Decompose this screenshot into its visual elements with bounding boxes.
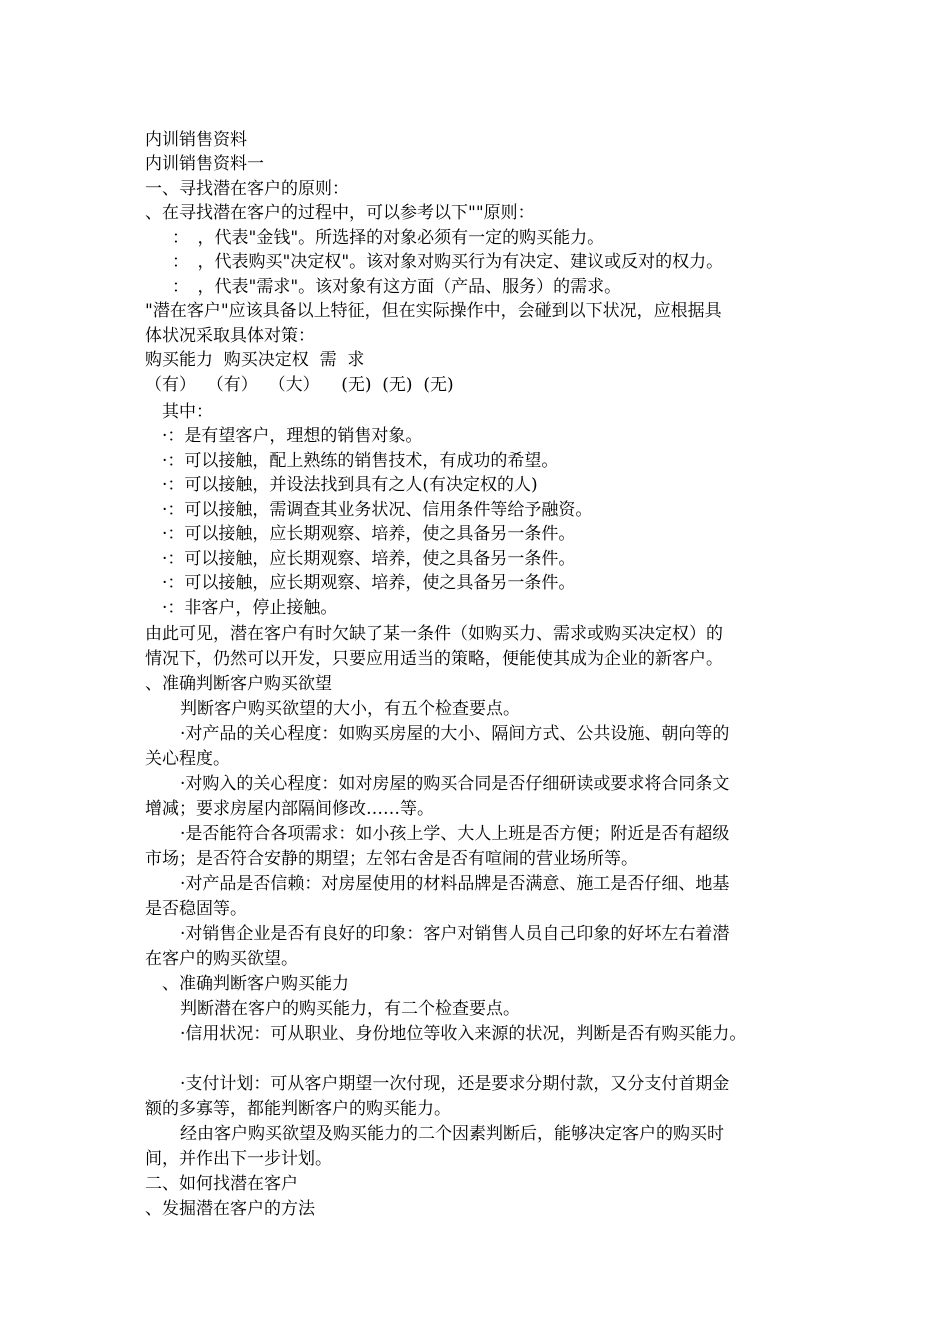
list-intro: 其中： (162, 402, 213, 422)
checkpoint-item-continued: 关心程度。 (145, 749, 230, 769)
list-item: ·：可以接触，配上熟练的销售技术，有成功的希望。 (162, 451, 559, 471)
principle-item: ： ，代表"金钱"。所选择的对象必须有一定的购买能力。 (172, 228, 605, 248)
list-item: ·：可以接触，应长期观察、培养，使之具备另一条件。 (162, 573, 576, 593)
paragraph-line: 判断潜在客户的购买能力，有二个检查要点。 (180, 999, 520, 1019)
document-title: 内训销售资料 (145, 130, 247, 150)
checkpoint-item-continued: 在客户的购买欲望。 (145, 949, 298, 969)
paragraph-line: 体状况采取具体对策： (145, 326, 315, 346)
checkpoint-item-continued: 是否稳固等。 (145, 899, 247, 919)
checkpoint-item-continued: 市场；是否符合安静的期望；左邻右舍是否有喧闹的营业场所等。 (145, 849, 638, 869)
list-item: ·：可以接触，并设法找到具有之人(有决定权的人) (162, 475, 538, 495)
paragraph-line: 由此可见，潜在客户有时欠缺了某一条件（如购买力、需求或购买决定权）的 (145, 624, 723, 644)
checkpoint-item: ·支付计划：可从客户期望一次付现，还是要求分期付款，又分支付首期金 (180, 1074, 730, 1094)
document-subtitle: 内训销售资料一 (145, 154, 264, 174)
checkpoint-item: ·是否能符合各项需求：如小孩上学、大人上班是否方便；附近是否有超级 (180, 824, 730, 844)
checkpoint-item: ·对购入的关心程度：如对房屋的购买合同是否仔细研读或要求将合同条文 (180, 774, 730, 794)
paragraph-line: 间，并作出下一步计划。 (145, 1149, 332, 1169)
checkpoint-item: ·对产品的关心程度：如购买房屋的大小、隔间方式、公共设施、朝向等的 (180, 724, 730, 744)
principle-item: ： ，代表"需求"。该对象有这方面（产品、服务）的需求。 (172, 277, 622, 297)
principle-item: ： ，代表购买"决定权"。该对象对购买行为有决定、建议或反对的权力。 (172, 252, 724, 272)
list-item: ·：是有望客户，理想的销售对象。 (162, 426, 423, 446)
checkpoint-item: ·对销售企业是否有良好的印象：客户对销售人员自己印象的好坏左右着潜 (180, 924, 730, 944)
checkpoint-item: ·对产品是否信赖：对房屋使用的材料品牌是否满意、施工是否仔细、地基 (180, 874, 730, 894)
list-item: ·：非客户，停止接触。 (162, 598, 338, 618)
section-heading: 、准确判断客户购买能力 (162, 974, 349, 994)
paragraph-line: 判断客户购买欲望的大小，有五个检查要点。 (180, 699, 520, 719)
list-item: ·：可以接触，应长期观察、培养，使之具备另一条件。 (162, 549, 576, 569)
list-item: ·：可以接触，需调查其业务状况、信用条件等给予融资。 (162, 500, 593, 520)
list-item: ·：可以接触，应长期观察、培养，使之具备另一条件。 (162, 524, 576, 544)
paragraph-line: "潜在客户"应该具备以上特征，但在实际操作中，会碰到以下状况，应根据具 (145, 301, 722, 321)
section-heading: 、准确判断客户购买欲望 (145, 674, 332, 694)
table-header-row: 购买能力 购买决定权 需 求 (145, 350, 365, 370)
table-value-row: （有） （有） （大） (无) (无) (无) (145, 375, 454, 395)
section-heading: 、发掘潜在客户的方法 (145, 1199, 315, 1219)
section-heading: 一、寻找潜在客户的原则： (145, 179, 349, 199)
paragraph-line: 经由客户购买欲望及购买能力的二个因素判断后，能够决定客户的购买时 (180, 1124, 724, 1144)
paragraph-line: 、在寻找潜在客户的过程中，可以参考以下""原则： (145, 203, 535, 223)
checkpoint-item-continued: 增减；要求房屋内部隔间修改……等。 (145, 799, 434, 819)
checkpoint-item-continued: 额的多寡等，都能判断客户的购买能力。 (145, 1099, 451, 1119)
section-heading: 二、如何找潜在客户 (145, 1174, 298, 1194)
checkpoint-item: ·信用状况：可从职业、身份地位等收入来源的状况，判断是否有购买能力。 (180, 1024, 747, 1044)
paragraph-line: 情况下，仍然可以开发，只要应用适当的策略，便能使其成为企业的新客户。 (145, 649, 723, 669)
